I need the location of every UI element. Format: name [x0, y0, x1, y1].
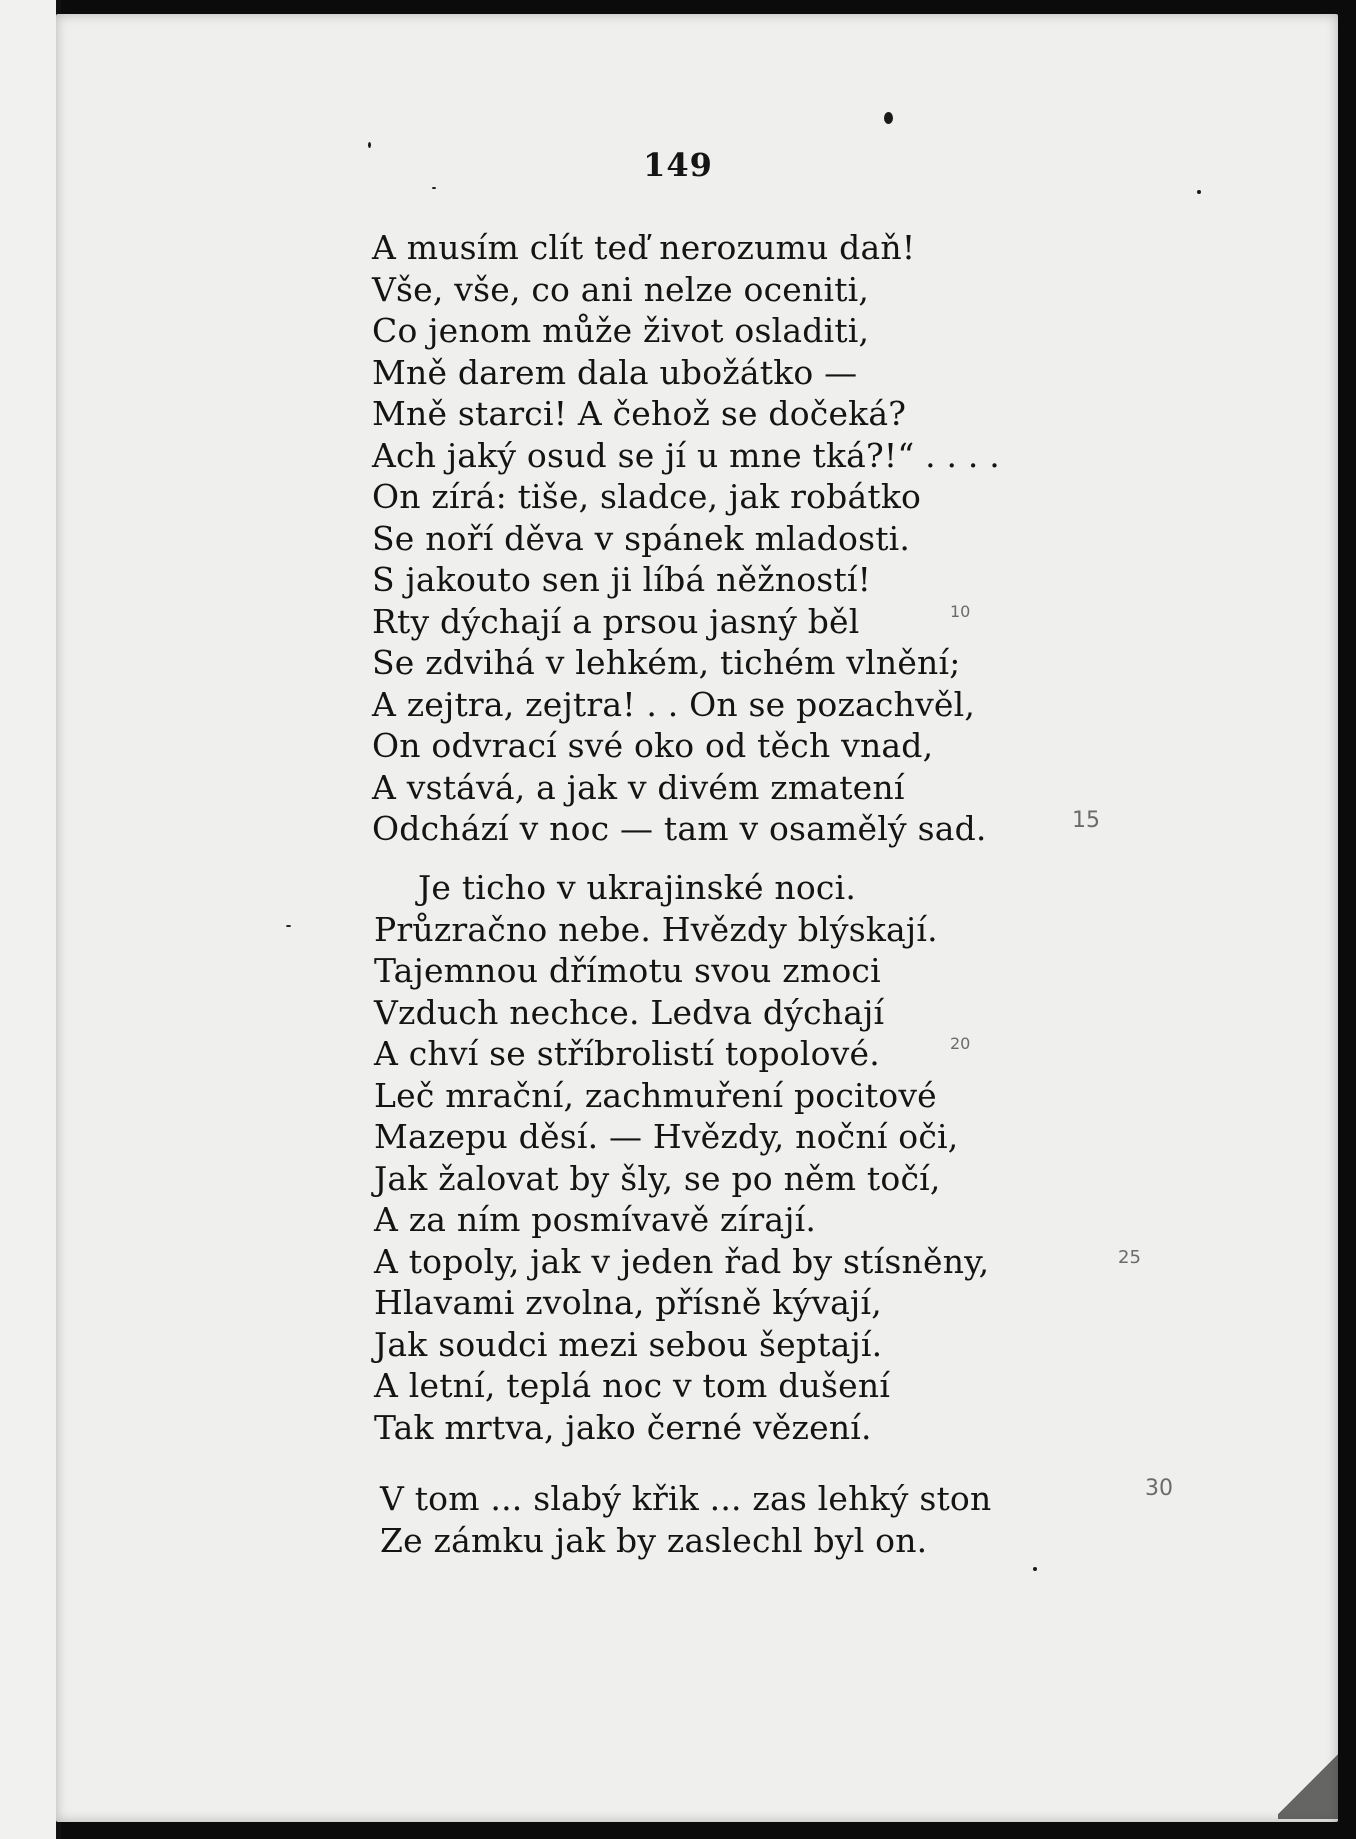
verse-line: On odvrací své oko od těch vnad, — [372, 726, 934, 765]
verse-line: Tak mrtva, jako černé vězení. — [374, 1407, 872, 1447]
verse-line: Vzduch nechce. Ledva dýchají — [374, 992, 885, 1032]
verse-line: Mně starci! A čehož se dočeká? — [372, 394, 907, 433]
verse-line: Ach jaký osud se jí u mne tká?!“ . . . . — [372, 435, 1000, 475]
left-page-edge — [0, 0, 61, 1839]
right-page-edge — [1338, 0, 1356, 1839]
verse-line: Leč mrační, zachmuření pocitové — [374, 1075, 937, 1115]
verse-line: On zírá: tiše, sladce, jak robátko — [372, 477, 922, 516]
verse-line: Jak žalovat by šly, se po něm točí, — [374, 1158, 941, 1198]
ink-speck — [432, 187, 436, 189]
verse-line: Se zdvihá v lehkém, tichém vlnění; — [372, 643, 961, 682]
verse-line: A vstává, a jak v divém zmatení — [372, 767, 905, 807]
verse-line: Hlavami zvolna, přísně kývají, — [374, 1283, 882, 1322]
verse-line: Rty dýchají a prsou jasný běl — [372, 601, 860, 641]
verse-line: Průzračno nebe. Hvězdy blýskají. — [374, 909, 938, 949]
poem-stanza-1 — [372, 227, 1000, 850]
verse-line: Mně darem dala ubožátko — — [372, 352, 858, 392]
page-number: 149 — [643, 146, 713, 184]
verse-line: A topoly, jak v jeden řad by stísněny, — [374, 1241, 990, 1281]
verse-line: A chví se stříbrolistí topolové. — [374, 1034, 880, 1073]
margin-line-count: 30 — [1145, 1476, 1173, 1501]
verse-line: Vše, vše, co ani nelze oceniti, — [372, 269, 870, 309]
verse-line: V tom ... slabý křik ... zas lehký ston — [380, 1479, 992, 1518]
verse-line: Je ticho v ukrajinské noci. — [418, 868, 857, 907]
verse-line: Se noří děva v spánek mladosti. — [372, 518, 911, 558]
verse-line: A musím clít teď nerozumu daň! — [372, 228, 916, 267]
verse-line: Co jenom může život osladiti, — [372, 311, 870, 350]
margin-line-count: 25 — [1118, 1247, 1141, 1268]
ink-speck — [286, 925, 291, 927]
poem-stanza-3 — [380, 1478, 991, 1561]
verse-line: A letní, teplá noc v tom dušení — [374, 1366, 891, 1405]
margin-line-count: 15 — [1072, 808, 1100, 833]
ink-speck — [1033, 1567, 1037, 1571]
verse-line: S jakouto sen ji líbá něžností! — [372, 560, 872, 599]
poem-stanza-2 — [374, 867, 989, 1448]
verse-line: Ze zámku jak by zaslechl byl on. — [380, 1520, 928, 1560]
ink-speck — [884, 112, 893, 124]
ink-speck — [1197, 190, 1201, 194]
verse-line: Jak soudci mezi sebou šeptají. — [374, 1324, 883, 1364]
verse-line: Mazepu děsí. — Hvězdy, noční oči, — [374, 1117, 959, 1156]
verse-line: A za ním posmívavě zírají. — [374, 1200, 817, 1239]
margin-line-count: 10 — [950, 602, 971, 621]
verse-line: A zejtra, zejtra! . . On se pozachvěl, — [372, 684, 976, 724]
verse-line: Odchází v noc — tam v osamělý sad. — [372, 809, 987, 848]
page-corner-fold — [1278, 1749, 1338, 1819]
verse-line: Tajemnou dřímotu svou zmoci — [374, 951, 881, 990]
margin-line-count: 20 — [950, 1034, 971, 1053]
